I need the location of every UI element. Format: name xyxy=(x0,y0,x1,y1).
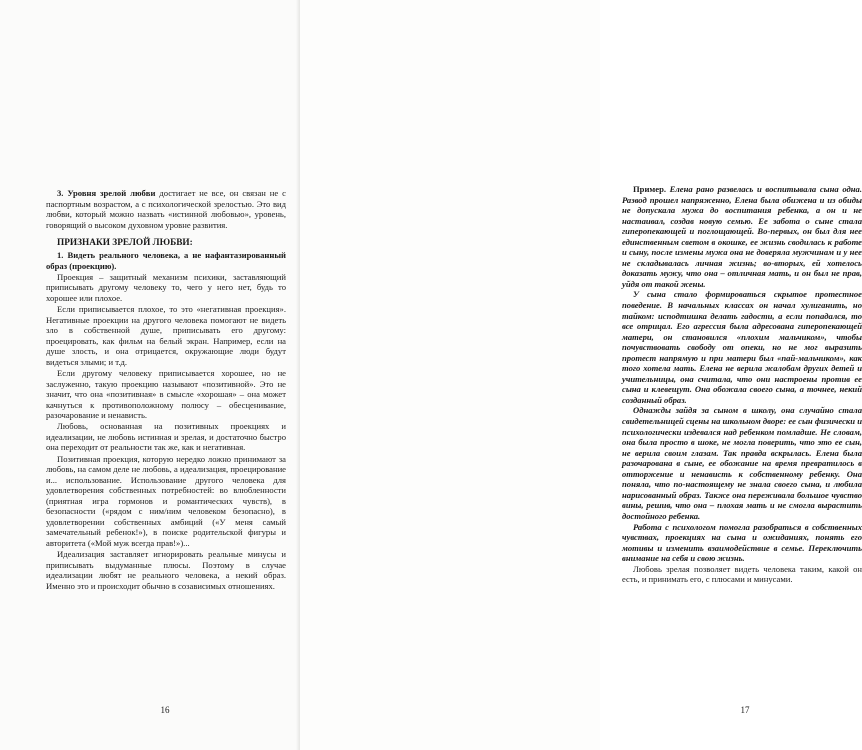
right-page-text xyxy=(622,184,862,585)
right-page xyxy=(300,0,862,750)
left-page xyxy=(0,0,300,750)
paragraph-projection: Проекция – защитный механизм психики, заставляющий приписывать другому человеку то, чего у него нет, будь то хорошее или плохое. xyxy=(46,271,286,303)
left-page-text xyxy=(46,188,286,592)
page-number-left: 16 xyxy=(160,705,170,715)
paragraph-idealization: Идеализация заставляет игнорировать реальные минусы и приписывать выдуманные плюсы. Поэтому в случае идеализации любят не реального человека, а некий образ. Именно это и происходит обычно в созависимых отношениях. xyxy=(46,549,286,591)
paragraph-love-idealization: Любовь, основанная на позитивных проекциях и идеализации, не любовь истинная и зрелая, и достаточно быстро она переходит от реальности так же, как и негативная. xyxy=(46,421,286,453)
section-heading: ПРИЗНАКИ ЗРЕЛОЙ ЛЮБВИ: xyxy=(57,238,193,249)
paragraph-son-behavior: У сына стало формироваться скрытое протестное поведение. В начальных классах он начал хулиганить, но тайком: исподтишка делать гадости, а если попадался, то все отрицал. Его агрессия была адресована гиперопекающей матери, он становился «плохим мальчиком», чтобы почувствовать свободу от опеки, но не мог выразить протест напрямую и при матери был «пай-мальчиком», как того хотела мать. Елена не верила жалобам других детей и учительницы, она считала, что они настроены против ее сына и клевещут. Она обожала своего сына, а точнее, некий созданный образ. xyxy=(622,289,862,405)
paragraph-example xyxy=(622,184,862,289)
example-lead: Пример. xyxy=(633,184,667,194)
paragraph-mature-love: Любовь зрелая позволяет видеть человека таким, какой он есть, и принимать его, с плюсами и минусами. xyxy=(622,563,862,585)
paragraph-using-other: Позитивная проекция, которую нередко ложно принимают за любовь, на самом деле не любовь, а идеализация, проецирование и... использование. Использование другого человека для удовлетворения собственных потребностей: во влюбленности (приятная игра гормонов и романтических чувств), в безопасности («рядом с ним/ним человеком безопасно), в удовлетворении собственных амбиций («У меня самый замечательный ребенок!»), в поиске родительской фигуры и авторитета («Мой муж всегда прав!»)... xyxy=(46,453,286,548)
paragraph-love-levels xyxy=(46,188,286,230)
example-text: Елена рано развелась и воспитывала сына одна. Развод прошел напряженно, Елена была обижена и из обиды не допускала мужа до воспитания ребенка, а он и не настаивал, создав новую семью. Ее забота о сыне стала гиперопекающей и поглощающей. Во-первых, он был для нее единственным светом в окошке, ее жизнь сводилась к работе и сыну, после измены мужа она не доверяла мужчинам и у нее не складывалась личная жизнь; во-вторых, ей хотелось доказать мужу, что она – отличная мать, и он был не прав, уйдя от такой жены. xyxy=(622,184,862,289)
paragraph-school-scene: Однажды зайдя за сыном в школу, она случайно стала свидетельницей сцены на школьном дворе: ее сын физически и психологически издевался над ребенком помладше. Не словам, она была просто в шоке, не могла поверить, что это ее сын, не верила своим глазам. Так правда вскрылась. Елена была разочарована в сыне, ее обожание на время превратилось в отторжение и ненависть к собственному ребенку. Она поняла, что по-настоящему не знала своего сына, и любила нарисованный образ. Также она переживала большое чувство вины, решив, что она – плохая мать и не смогла вырастить достойного ребенка. xyxy=(622,405,862,521)
paragraph-positive-projection: Если другому человеку приписывается хорошее, но не заслуженно, такую проекцию называют «позитивной». Это не значит, что она «позитивная» в смысле «хорошая» – она может качнуться к противоположному полюсу – обесценивание, разочарование и ненависть. xyxy=(46,367,286,421)
love-level-text: достигает не все, он связан не с паспортным возрастом, а с психологической зрелостью. Это вид любви, который можно назвать «истинной любовью», уровень, говорящий о высоком духовном уровне развития. xyxy=(46,188,286,230)
paragraph-negative-projection: Если приписывается плохое, то это «негативная проекция». Негативные проекции на другого человека помогают не видеть зло в собственной душе, приписывать его другому: проецировать, как фильм на белый экран. Например, если на душе злость, и она отрицается, окружающие люди будут видеться злыми; и т.д. xyxy=(46,304,286,367)
sub-heading: 1. Видеть реального человека, а не нафантазированный образ (проекцию). xyxy=(46,250,286,271)
paragraph-psychologist: Работа с психологом помогла разобраться в собственных чувствах, проекциях на сына и ожиданиях, понять его мотивы и изменить взаимодействие в семье. Переключить внимание на себя и свою жизнь. xyxy=(622,521,862,564)
page-number-right: 17 xyxy=(740,705,750,715)
love-level-title: 3. Уровня зрелой любви xyxy=(57,188,156,198)
